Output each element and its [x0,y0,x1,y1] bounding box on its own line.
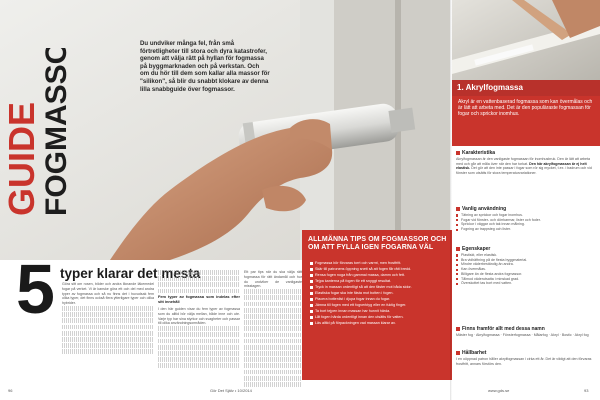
karakteristika-block [456,150,596,176]
list-item: Billigare än de flesta andra fogmassor. [456,272,596,277]
text-line [158,332,240,337]
text-line [244,376,302,381]
text-line [244,351,302,356]
karakteristika-heading-label: Karakteristika [462,150,496,156]
list-item: Bra vidhäftning på de flesta byggmaterial. [456,258,596,263]
vertical-title [2,48,72,218]
text-line [244,357,302,362]
text-line [158,363,240,368]
tips-item: Skär till patronens öppning snett så att fogen får rätt bredd. [310,266,448,272]
body-column-2 [158,270,240,369]
text-line [158,345,240,350]
text-line [62,312,154,317]
bullet-square-icon [456,247,460,251]
hallbarhet-heading [456,350,596,356]
egenskaper-heading [456,246,596,252]
text-line [244,363,302,368]
karakteristika-text-2: Det gör att den inte passar i fogar som rör sig mycket, t.ex. i badrum och vid fönster som utsätts för stora temperaturvariationer. [456,166,592,176]
text-line [158,357,240,362]
egenskaper-block [456,246,596,286]
vertical-title-fogmassor: FOGMASSOR [40,48,72,216]
closeup-illustration [452,0,600,80]
tips-box [302,230,452,380]
finns-fran-heading [456,326,596,332]
list-item: Sprickor i väggar och tak innan målning. [456,222,596,227]
bullet-square-icon [456,207,460,211]
body-column-1 [62,282,154,355]
body-column-1-text: Göra sitt om rosen, bilder och andra liknande läkemedel fogar på verket. Vi är kanske göra ett och del med andra typer av fogmassa och så nu finns det i huvudsak fem olika typer, det finns också flera ytterligare typer och olika hybrider. [62,282,154,306]
body-column-3-text: Ett par tips när du ska välja rätt fogmassa för rätt ändamål och hur du undviker de vanligaste misstagen. [244,270,302,289]
egenskaper-heading-label: Egenskaper [462,246,491,252]
vertical-title-guide: GUIDE [2,101,42,216]
intro-text: Du undviker många fel, från små förtretligheter till stora och dyra katastrofer, genom att välja rätt på hyllan för fogmassa på byggmarknaden och på verkstan. Och om du hör till dem som kallar alla massor för "silikon", så blir du snabbt klokare av denna lilla snabbguide över fogmassor. [140,40,270,93]
vanlig-anvandning-block [456,206,596,232]
text-line [244,314,302,319]
text-line [62,331,154,336]
vertical-title-graphic [2,48,72,218]
egenskaper-list [456,253,596,286]
section-title: 1. Akrylfogmassa [452,80,600,96]
text-line [244,339,302,344]
body-column-3 [244,270,302,388]
right-page-number: 93 [584,388,589,393]
tips-item: Tryck in massan ordentligt så att den fäster mot båda sidor. [310,284,448,290]
vanlig-anvandning-heading-label: Vanlig användning [462,206,507,212]
hallbarhet-text: I en oöppnad patron håller akrylfogmassan i cirka ett år. Det är viktigt att den förvaras frostfritt, annars förstörs den. [456,357,592,366]
text-line [158,282,240,287]
list-item: Mindre väderbeständig än andra. [456,262,596,267]
hallbarhet-block [456,350,596,366]
tips-item: Låt fogen härda ordentligt innan den utsätts för vatten. [310,314,448,320]
text-line [158,339,240,344]
text-line [158,276,240,281]
tips-item: Fogmassa bör förvaras torrt och varmt, men frostfritt. [310,260,448,266]
text-line [62,325,154,330]
text-line [244,320,302,325]
list-item: Fogning av trappsteg och lister. [456,227,596,232]
text-line [62,306,154,311]
karakteristika-text-1: Akrylfogmassan är den vanligaste fogmassan för inomhusbruk. Den är lätt att arbeta med och går att måla över när den har torkat. [456,157,591,166]
list-item: Kan övermålas. [456,267,596,272]
text-line [244,289,302,294]
finns-fran-heading-label: Finns framför allt med dessa namn [462,326,545,332]
tips-item: Tejpa kanterna på fogen för ett snyggt resultat. [310,278,448,284]
caulking-closeup-photo [452,0,600,80]
text-line [244,302,302,307]
section-lead: Akryl är en vattenbaserad fogmassa som kan övermålas och är lätt att arbeta med. Det är den populäraste fogmassan för fogar och sprickor inomhus. [452,96,600,146]
site-url: www.gds.se [488,388,510,393]
hallbarhet-heading-label: Hållbarhet [462,350,487,356]
text-line [244,333,302,338]
karakteristika-highlight: Den här akrylfogmassan är ej helt elastisk. [456,161,587,171]
magazine-issue: Gör Det Själv • 10/2014 [210,388,252,393]
tips-item: Elastiska fogar ska inte fästa mot botten i fogen. [310,290,448,296]
list-item: Överskottet tas bort med vatten. [456,281,596,286]
article-headline: typer klarar det mesta [60,266,201,281]
text-line [244,326,302,331]
big-number: 5 [16,250,55,328]
text-line [244,345,302,350]
text-line [244,295,302,300]
list-item: Plastiskt, eller elastisk. [456,253,596,258]
text-line [158,270,240,275]
karakteristika-text [456,157,596,176]
tips-title: ALLMÄNNA TIPS OM FOGMASSOR OCH OM ATT FYLLA IGEN FOGARNA VÄL [308,236,447,251]
list-item: Fogar vid fönster- och dörrkarmar, lister och foder. [456,218,596,223]
column-subhead: Fem typer av fogmassa som indelas efter sitt innehåll [158,294,240,305]
finns-fran-text: Mäster fog · Akrylfogmassa · Fönsterfogmassa · Målarfog · Akryl · Bostic · Akryl fog [456,333,589,337]
left-page-number: 96 [8,388,13,393]
text-line [158,326,240,331]
vanlig-anvandning-heading [456,206,596,212]
text-line [244,370,302,375]
tips-item: Rensa fogen noga från gammal massa, damm och fett. [310,272,448,278]
caulking-photo [0,0,450,260]
bullet-square-icon [456,151,460,155]
tips-item: Ta bort tejpen innan massan har hunnit härda. [310,308,448,314]
list-item: Tålmod väderutsatta i minskad grad. [456,277,596,282]
text-line [62,343,154,348]
text-line [62,349,154,354]
tips-item: Läs alltid på förpackningen vad massan klarar av. [310,320,448,326]
bullet-square-icon [456,351,460,355]
text-line [62,337,154,342]
text-line [158,351,240,356]
text-line [244,382,302,387]
finns-fran-block [456,326,596,338]
text-line [158,289,240,294]
text-line [62,318,154,323]
tips-item: Jämna till fogen med ett fogverktyg eller en fuktig finger. [310,302,448,308]
text-line [244,308,302,313]
tips-list [310,260,448,326]
list-item: Tätning av sprickor och fogar inomhus. [456,213,596,218]
body-column-2-text: I den här guiden visar du fem typer av fogmassa som du alltid bör välja mellan, både inne och ute. Varje typ har sina styrkor och svagheter och passar till olika användningsområden. [158,306,240,326]
vanlig-anvandning-list [456,213,596,232]
tips-item: Placera bottenlist i djupa fogar innan du fogar. [310,296,448,302]
bullet-square-icon [456,327,460,331]
karakteristika-heading [456,150,596,156]
